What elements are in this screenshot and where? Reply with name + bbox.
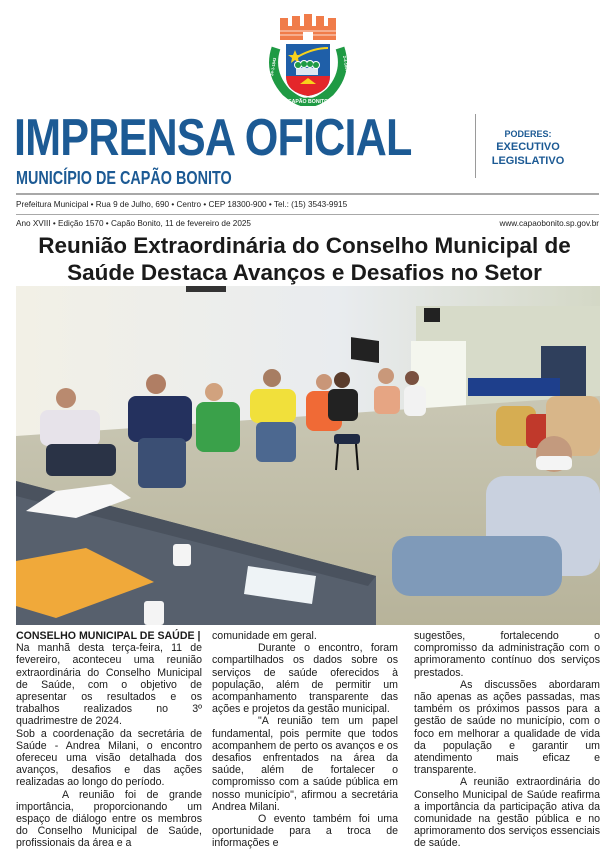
paragraph: comunidade em geral. [212, 630, 317, 642]
quote-paragraph: "A reunião tem um papel fundamental, pois permite que todos acompanhem de perto os avanços e os desafios enfrentados na área da saúde, além de fortalecer o compromisso com a saúde pública em nosso município", afirmou a secretária Andrea Milani. [212, 715, 398, 813]
paragraph: O evento também foi uma oportunidade para a troca de informações e [212, 813, 398, 850]
crest-name: CAPÃO BONITO [287, 99, 329, 105]
article-photo [16, 286, 600, 625]
paragraph: Sob a coordenação da secretária de Saúde - Andrea Milani, o encontro ofereceu uma visão detalhada dos avanços, desafios e das ações realizadas ao longo do período. [16, 727, 202, 789]
paragraph: As discussões abordaram não apenas as ações passadas, mas também os próximos passos para a gestão de saúde no município, com o foco em melhorar a qualidade de vida da população e garantir um atendimento mais eficaz e transparente. [414, 678, 600, 777]
paragraph: Na manhã desta terça-feira, 11 de fevereiro, aconteceu uma reunião extraordinária do Conselho Municipal de Saúde, com o objetivo de apresentar os resultados e os trabalhos realizados no 3º quadrimestre de 2024. [16, 642, 202, 728]
power-legislativo: LEGISLATIVO [491, 155, 565, 167]
article-kicker: CONSELHO MUNICIPAL DE SAÚDE | [16, 630, 201, 642]
article-headline [0, 232, 609, 286]
paragraph: A reunião foi de grande importância, proporcionando um espaço de diálogo entre os membros do Conselho Municipal de Saúde, profissionais da área e a [16, 788, 202, 850]
article-column-3 [414, 630, 600, 850]
header-rule-top [16, 193, 599, 195]
crest-date-left: 24-1-1843 [269, 57, 278, 77]
address-line: Prefeitura Municipal • Rua 9 de Julho, 690 • Centro • CEP 18300-900 • Tel.: (15) 3543-9915 [16, 200, 348, 209]
power-executivo: EXECUTIVO [496, 141, 560, 153]
website-link[interactable]: www.capaobonito.sp.gov.br [499, 219, 599, 228]
powers-label: PODERES: [504, 129, 552, 139]
headline-line-2: Saúde Destaca Avanços e Desafios no Setor [67, 260, 542, 285]
headline-line-1: Reunião Extraordinária do Conselho Municipal de [38, 233, 571, 258]
article-column-2 [212, 630, 398, 850]
powers-block [478, 128, 578, 168]
article-column-1 [16, 630, 202, 850]
paragraph: A reunião extraordinária do Conselho Municipal de Saúde reafirma a importância da participação ativa da comunidade na gestão pública e no aprimoramento dos serviços essenciais de saúde. [414, 776, 600, 850]
crest-date-right: 2-4-1857 [342, 55, 350, 72]
coat-of-arms-logo [266, 14, 350, 106]
header-rule-bottom [16, 214, 599, 215]
masthead-subtitle: MUNICÍPIO DE CAPÃO BONITO [16, 168, 232, 188]
masthead-divider [475, 114, 476, 178]
paragraph: Durante o encontro, foram compartilhados os dados sobre os serviços de saúde oferecidos à população, além de permitir um acompanhamento transparente das ações e projetos da gestão municipal. [212, 642, 398, 716]
paragraph: sugestões, fortalecendo o compromisso da administração com o aprimoramento contínuo dos serviços prestados. [414, 630, 600, 679]
masthead-title: IMPRENSA OFICIAL [14, 109, 412, 167]
edition-line: Ano XVIII • Edição 1570 • Capão Bonito, 11 de fevereiro de 2025 [16, 219, 251, 228]
